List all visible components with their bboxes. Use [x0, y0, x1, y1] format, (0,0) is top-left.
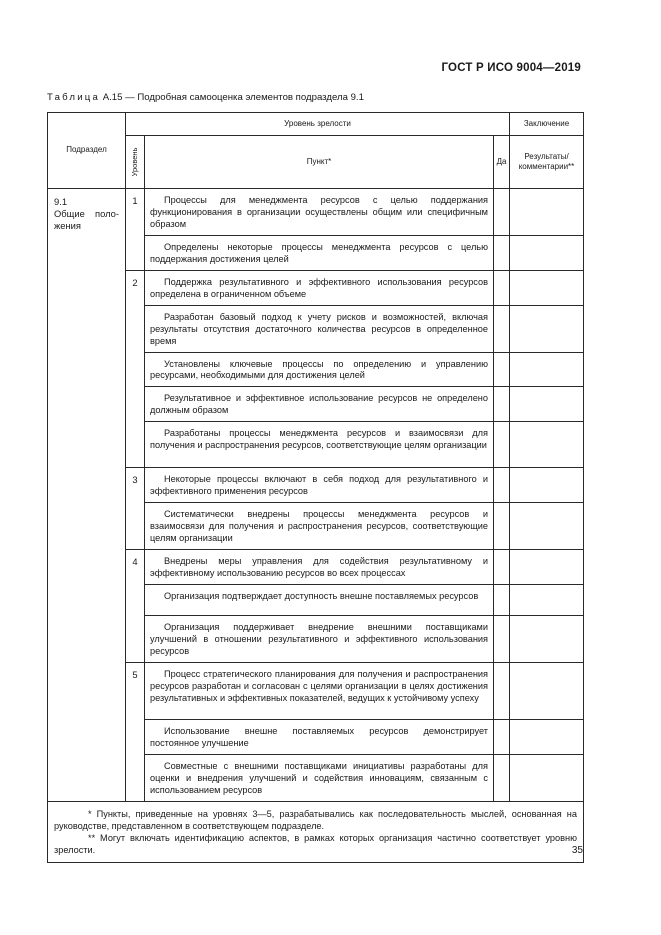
section-number: 9.1	[54, 196, 68, 207]
item-cell	[145, 585, 494, 616]
item-text: Процесс стратегического планирования для получения и распространения ресурсов разработан и согласован с целями организации в целях достижения результативных и эффективных показателей, ведущих к устойчивому успеху	[150, 668, 488, 703]
results-cell	[510, 305, 584, 352]
table-row	[48, 550, 584, 585]
table-row	[48, 270, 584, 305]
yes-cell	[494, 754, 510, 801]
results-cell	[510, 235, 584, 270]
yes-cell	[494, 387, 510, 422]
yes-cell	[494, 189, 510, 236]
item-cell	[145, 550, 494, 585]
yes-cell	[494, 422, 510, 468]
notes-row	[48, 801, 584, 863]
section-name-line1: Общие поло-	[54, 208, 119, 220]
yes-cell	[494, 305, 510, 352]
note-1: * Пункты, приведенные на уровнях 3—5, разрабатывались как последовательность мыслей, основанная на руководстве, представленном в соответствующем подразделе.	[54, 808, 577, 831]
section-cell	[48, 189, 126, 802]
results-cell	[510, 616, 584, 663]
yes-cell	[494, 503, 510, 550]
yes-cell	[494, 352, 510, 387]
header-level-label: Уровень	[130, 147, 140, 177]
header-level	[126, 136, 145, 189]
item-cell	[145, 305, 494, 352]
item-cell	[145, 662, 494, 719]
header-maturity-level: Уровень зрелости	[126, 113, 510, 136]
item-text: Внедрены меры управления для содействия результативному и эффективному использованию ресурсов во всех процессах	[150, 556, 488, 579]
item-text: Установлены ключевые процессы по определению и управлению ресурсами, необходимыми для достижения целей	[150, 358, 488, 381]
level-cell-5: 5	[126, 662, 145, 801]
item-cell	[145, 270, 494, 305]
item-text: Систематически внедрены процессы менеджмента ресурсов и взаимосвязи для получения и распространения ресурсов, соответствующие целям организации	[150, 509, 488, 544]
self-assessment-table	[47, 112, 584, 863]
results-cell	[510, 585, 584, 616]
item-text: Организация поддерживает внедрение внешними поставщиками улучшений в отношении результативного и эффективного использования ресурсов	[150, 622, 488, 656]
results-cell	[510, 387, 584, 422]
results-cell	[510, 719, 584, 754]
yes-cell	[494, 468, 510, 503]
results-cell	[510, 270, 584, 305]
item-cell	[145, 616, 494, 663]
table-caption-prefix: Таблица	[47, 92, 101, 103]
item-cell	[145, 503, 494, 550]
results-cell	[510, 189, 584, 236]
level-cell-4: 4	[126, 550, 145, 663]
yes-cell	[494, 270, 510, 305]
results-cell	[510, 468, 584, 503]
header-conclusion: Заключение	[510, 113, 584, 136]
yes-cell	[494, 585, 510, 616]
results-cell	[510, 662, 584, 719]
level-cell-3: 3	[126, 468, 145, 550]
table-notes	[48, 801, 584, 863]
item-cell	[145, 754, 494, 801]
item-text: Определены некоторые процессы менеджмента ресурсов с целью поддержания достижения целей	[150, 241, 488, 264]
level-cell-1: 1	[126, 189, 145, 271]
item-text: Некоторые процессы включают в себя подход для результативного и эффективного применения ресурсов	[150, 474, 488, 497]
yes-cell	[494, 719, 510, 754]
table-row	[48, 468, 584, 503]
item-cell	[145, 468, 494, 503]
table-row	[48, 662, 584, 719]
item-text: Использование внешне поставляемых ресурсов демонстрирует постоянное улучшение	[150, 725, 488, 748]
document-header: ГОСТ Р ИСО 9004—2019	[441, 62, 581, 74]
yes-cell	[494, 550, 510, 585]
table-caption-text: А.15 — Подробная самооценка элементов подраздела 9.1	[102, 92, 364, 103]
results-cell	[510, 352, 584, 387]
item-cell	[145, 422, 494, 468]
item-cell	[145, 235, 494, 270]
header-yes: Да	[494, 136, 510, 189]
results-cell	[510, 754, 584, 801]
header-subsection: Подраздел	[48, 113, 126, 189]
item-text: Процессы для менеджмента ресурсов с целью поддержания функционирования в организации осуществлены общим или специфичным образом	[150, 195, 488, 229]
item-text: Разработан базовый подход к учету рисков и возможностей, включая результаты отсутствия достаточного количества ресурсов в определенное время	[150, 311, 488, 346]
header-results: Результаты/ комментарии**	[510, 136, 584, 189]
section-name-line2: жения	[54, 220, 81, 232]
page-number: 35	[571, 845, 583, 856]
item-text: Разработаны процессы менеджмента ресурсов и взаимосвязи для получения и распространения ресурсов, соответствующие целям организации	[150, 428, 488, 451]
item-text: Результативное и эффективное использование ресурсов не определено должным образом	[150, 393, 488, 416]
item-cell	[145, 189, 494, 236]
item-cell	[145, 387, 494, 422]
table-row	[48, 189, 584, 236]
yes-cell	[494, 662, 510, 719]
results-cell	[510, 422, 584, 468]
results-cell	[510, 503, 584, 550]
table-caption	[47, 92, 364, 103]
yes-cell	[494, 235, 510, 270]
level-cell-2: 2	[126, 270, 145, 468]
item-cell	[145, 719, 494, 754]
item-text: Организация подтверждает доступность внешне поставляемых ресурсов	[164, 591, 479, 602]
item-text: Совместные с внешними поставщиками инициативы разработаны для оценки и внедрения улучшений и содействия инновациям, связанным с использованием ресурсов	[150, 760, 488, 795]
header-item: Пункт*	[145, 136, 494, 189]
note-2: ** Могут включать идентификацию аспектов, в рамках которых организация частично соответствует уровню зрелости.	[54, 832, 577, 855]
item-cell	[145, 352, 494, 387]
item-text: Поддержка результативного и эффективного использования ресурсов определена в ограниченном объеме	[150, 276, 488, 299]
results-cell	[510, 550, 584, 585]
yes-cell	[494, 616, 510, 663]
